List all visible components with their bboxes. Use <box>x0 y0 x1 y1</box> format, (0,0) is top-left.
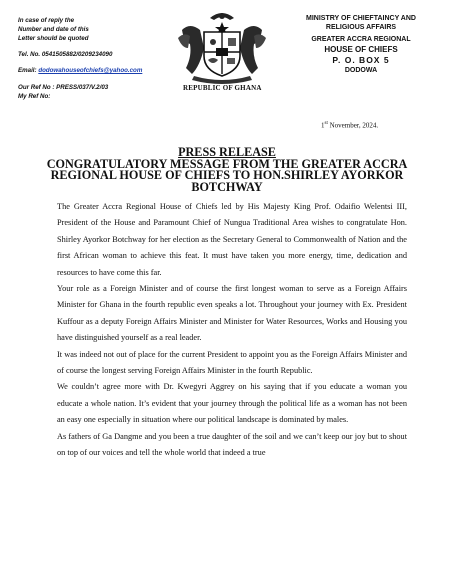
town-line: DODOWA <box>344 67 378 74</box>
house-line: HOUSE OF CHIEFS <box>324 45 398 54</box>
box-line: P. O. BOX 5 <box>332 55 390 65</box>
reply-note-line-1: In case of reply the <box>18 17 75 24</box>
date-rest: November, 2024. <box>327 121 379 130</box>
body-paragraph-3: It was indeed not out of place for the current President to appoint you as the Foreign Affairs Minister and of course the longest serving Foreign Affairs Minister in the fourth Republic. <box>57 349 407 376</box>
ghana-coat-of-arms-icon <box>170 8 274 84</box>
reply-note-line-2: Number and date of this <box>18 26 89 33</box>
reply-note-line-3: Letter should be quoted <box>18 35 89 42</box>
telephone-line <box>18 50 188 59</box>
ministry-line-1: MINISTRY OF CHIEFTAINCY AND <box>306 15 416 22</box>
regional-line: GREATER ACCRA REGIONAL <box>311 36 411 43</box>
press-release-title <box>26 147 428 193</box>
body-paragraph-1: The Greater Accra Regional House of Chiefs led by His Majesty King Prof. Odaifio Welentsi III, President of the House and Paramount Chief of Nungua Traditional Area wishes to congratulate Hon. Shirley Ayorkor Botchway for her election as the Secretary General to Commonwealth of Nation and the first African woman to achieve this feat. It must have taken you more energy, time, dedication and resources to have come this far. <box>57 202 407 277</box>
letter-body <box>57 199 407 462</box>
tel-value: 0541505882/0209234090 <box>41 51 113 58</box>
date-suffix: st <box>324 121 328 126</box>
email-link[interactable]: dodowahouseofchiefs@yahoo.com <box>38 67 143 74</box>
email-line <box>18 66 188 75</box>
ministry-letterhead <box>282 14 440 75</box>
tel-label: Tel. No. <box>18 51 41 58</box>
body-paragraph-5: As fathers of Ga Dangme and you been a true daughter of the soil and we can’t keep our joy but to shout on top of our voices and tell the whole world that indeed a true <box>57 431 407 458</box>
our-ref-value: PRESS/037/V.2/03 <box>56 84 109 91</box>
body-paragraph-4: We couldn’t agree more with Dr. Kwegyri Aggrey on his saying that if you educate a woman you educate a whole nation. It’s evident that your journey through the political life as a woman has not been an easy one especially in situation where our political landscape is dominated by males. <box>57 382 407 425</box>
my-ref-label: My Ref No: <box>18 93 51 100</box>
reference-block <box>18 16 188 101</box>
email-label: Email: <box>18 67 37 74</box>
date-day: 1 <box>321 121 325 130</box>
republic-label: REPUBLIC OF GHANA <box>183 84 262 92</box>
letter-date <box>321 121 378 129</box>
our-ref-label: Our Ref No : <box>18 84 55 91</box>
our-ref-line <box>18 83 188 92</box>
body-paragraph-2: Your role as a Foreign Minister and of course the first longest woman to serve as a Foreign Affairs Minister for Ghana in the fourth republic even speaks a lot. Throughout your journey with Ex. President Kuffour as a deputy Foreign Affairs Minister and Minister for Water Resources, Works and Housing you have distinguished yourself as a real leader. <box>57 284 407 343</box>
press-release-subject: CONGRATULATORY MESSAGE FROM THE GREATER ACCRA REGIONAL HOUSE OF CHIEFS TO HON.SHIRLEY AYORKOR BOTCHWAY <box>46 156 408 194</box>
ministry-line-2: RELIGIOUS AFFAIRS <box>325 24 397 31</box>
press-release-heading: PRESS RELEASE <box>178 145 276 159</box>
